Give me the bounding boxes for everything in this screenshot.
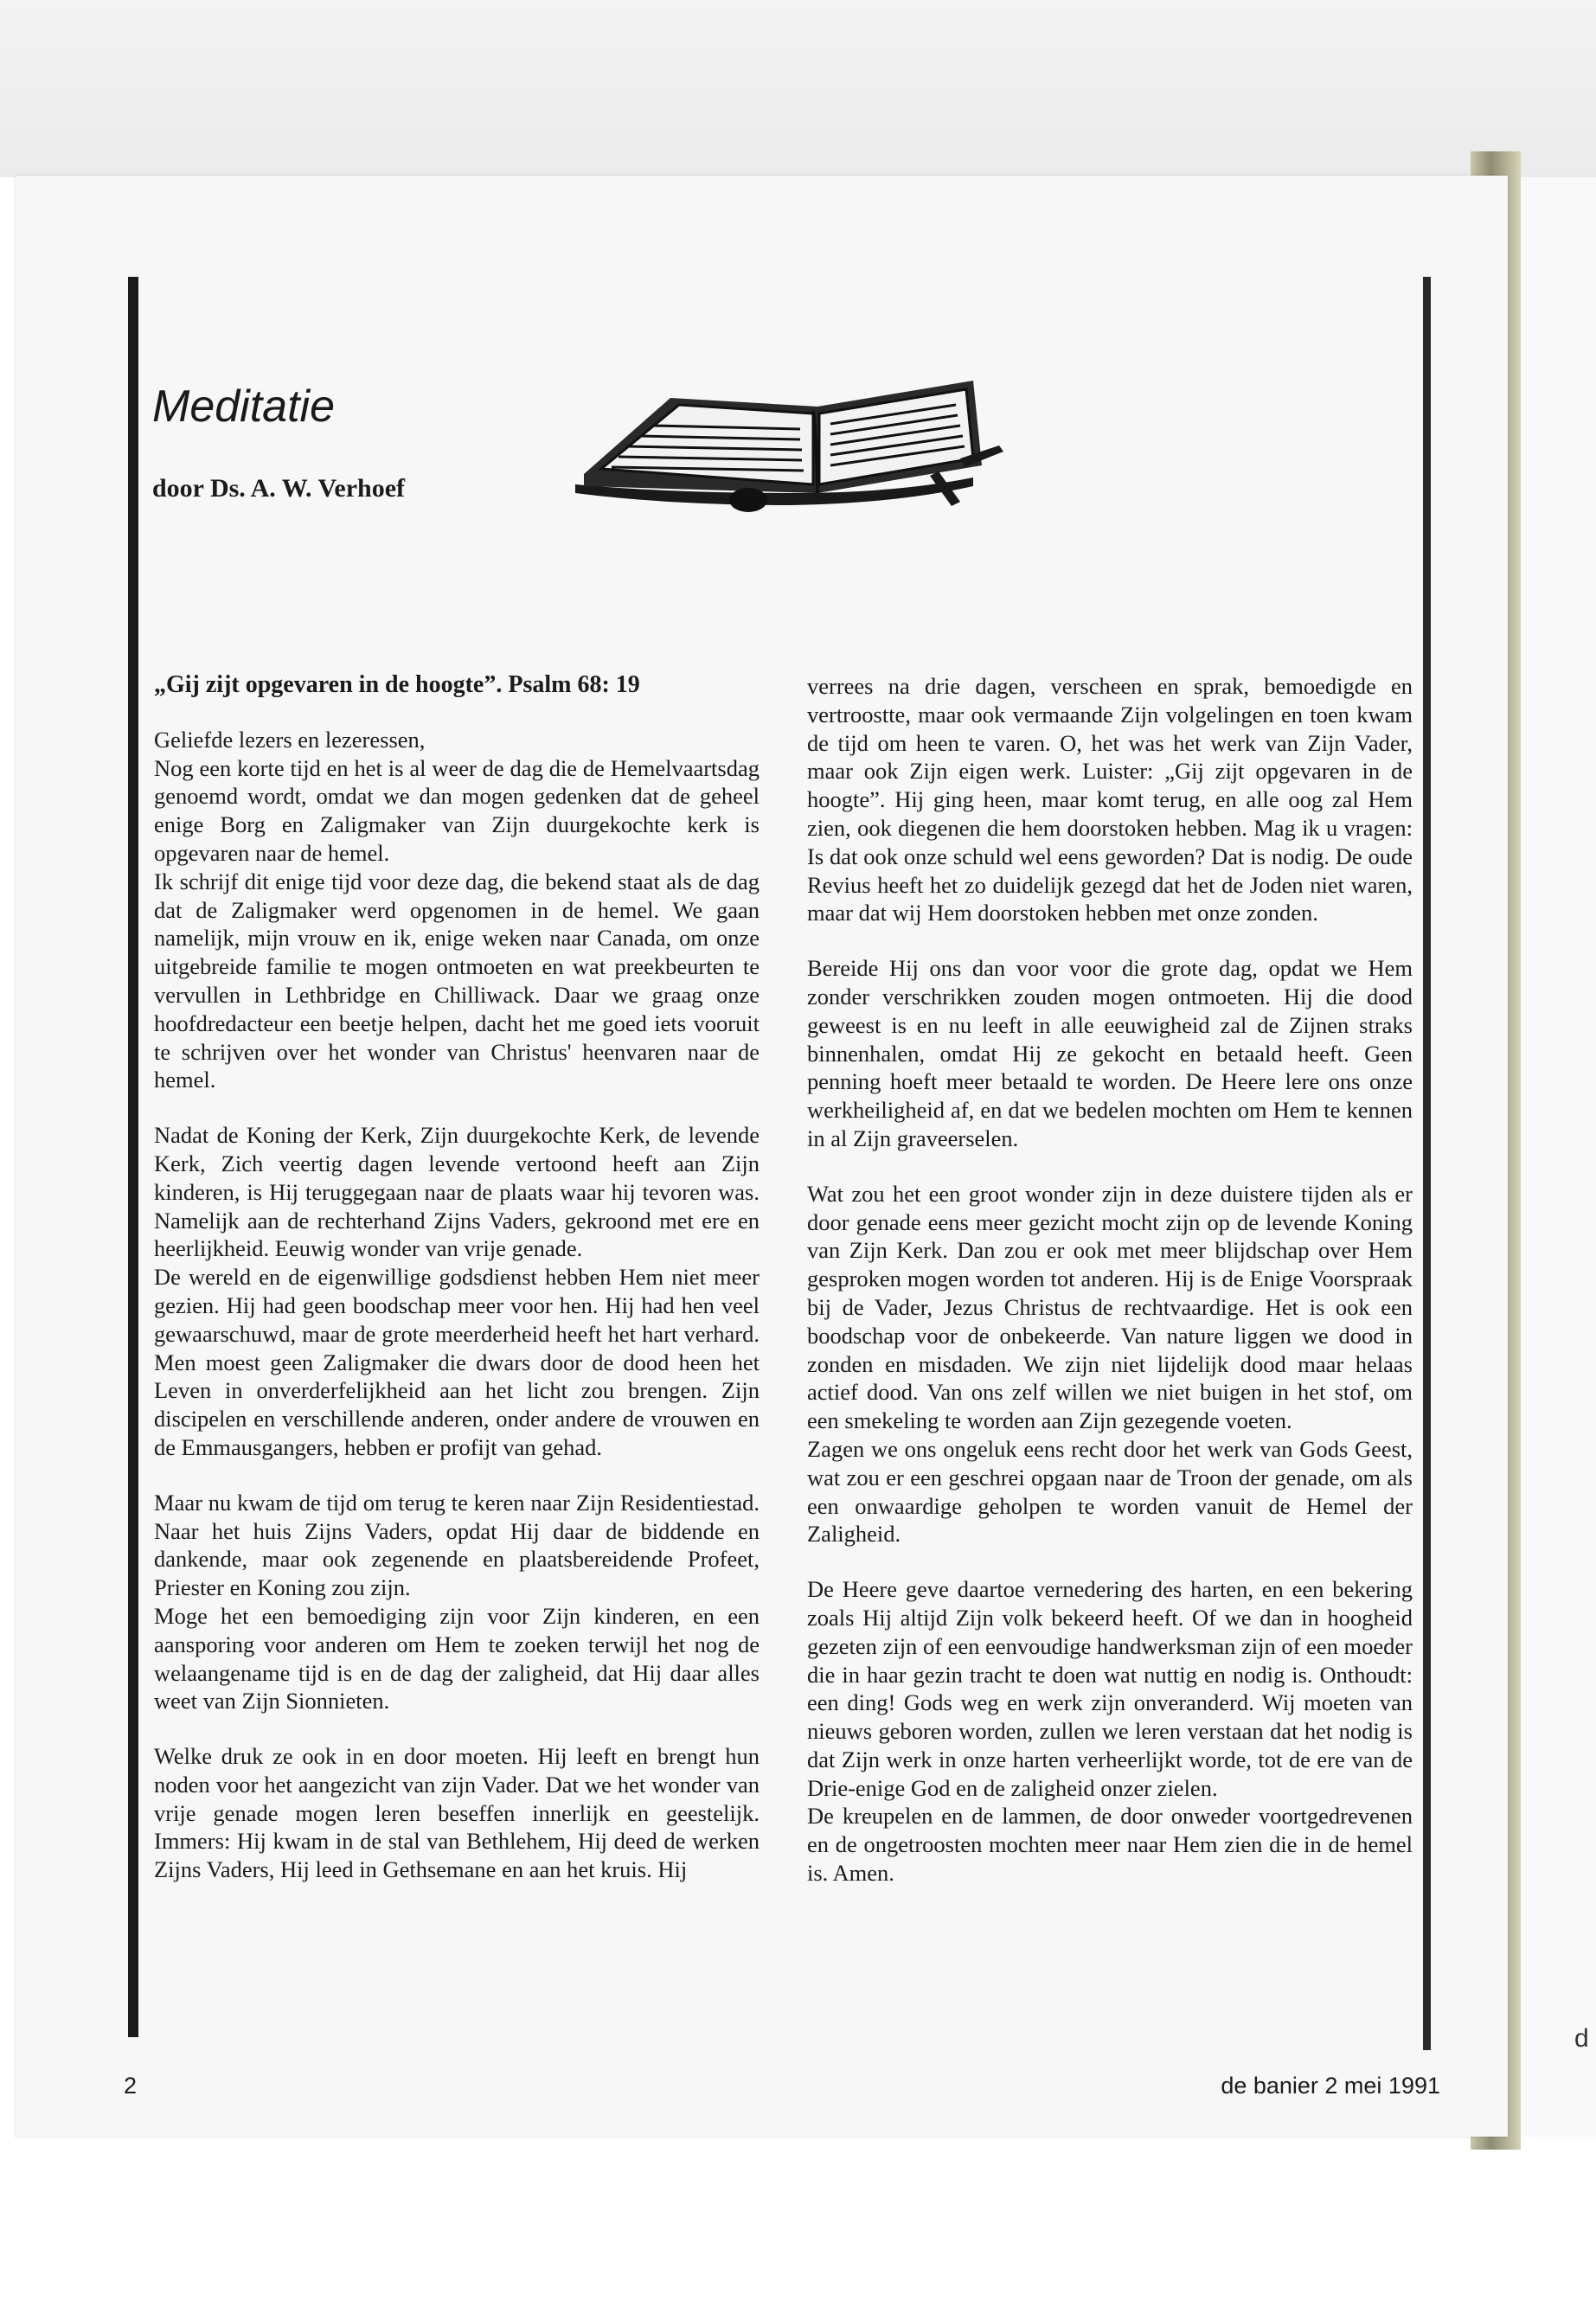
left-rule bbox=[128, 277, 138, 2037]
publication-footer: de banier 2 mei 1991 bbox=[1221, 2073, 1440, 2099]
paragraph: De wereld en de eigenwillige godsdienst hebben Hem niet meer gezien. Hij had geen boodschap meer voor hen. Hij had hen veel gewaarschuwd, maar de grote meerderheid heeft het hart verhard. Men moest geen Zaligmaker die dwars door de dood heen het Leven in onverderfelijkheid aan het licht zou brengen. Zijn discipelen en verschillende anderen, onder andere de vrouwen en de Emmausgangers, hebben er profijt van gehad. bbox=[154, 1264, 760, 1460]
paragraph: De Heere geve daartoe vernedering des harten, en een bekering zoals Hij altijd Zijn volk bekeerd heeft. Of we dan in hoogheid gezeten zijn of een eenvoudige handwerksman zijn of een moeder die in haar gezin tracht te doen wat nuttig en nodig is. Onthoudt: een ding! Gods weg en werk zijn onveranderd. Wij moeten van nieuws geboren worden, zullen we leren verstaan dat het nodig is dat Zijn werk in onze harten verheerlijkt worde, tot de ere van de Drie-enige God en de zaligheid onzer zielen. bbox=[807, 1576, 1413, 1801]
paragraph: Welke druk ze ook in en door moeten. Hij leeft en brengt hun noden voor het aangezicht van zijn Vader. Dat we het wonder van vrije genade mogen leren beseffen innerlijk en geestelijk. Immers: Hij kwam in de stal van Bethlehem, Hij deed de werken Zijns Vaders, Hij leed in Gethsemane en aan het kruis. Hij bbox=[154, 1743, 760, 1883]
paragraph: Bereide Hij ons dan voor voor die grote dag, opdat we Hem zonder verschrikken zouden mogen ontmoeten. Hij die dood geweest is en nu leeft in alle eeuwigheid zal de Zijnen straks binnenhalen, omdat Hij ze gekocht en betaald heeft. Geen penning hoeft meer betaald te worden. De Heere lere ons onze werkheiligheid af, en dat we bedelen mochten om Hem te kennen in al Zijn graveerselen. bbox=[807, 955, 1413, 1151]
right-rule bbox=[1423, 277, 1431, 2050]
adjacent-page-letter: d bbox=[1574, 2024, 1589, 2053]
paragraph: Ik schrijf dit enige tijd voor deze dag, die bekend staat als de dag dat de Zaligmaker werd opgenomen in de hemel. We gaan namelijk, mijn vrouw en ik, enige weken naar Canada, om onze uitgebreide familie te mogen ontmoeten en wat preekbeurten te vervullen in Lethbridge en Chilliwack. Daar we graag onze hoofdredacteur een beetje helpen, dacht het me goed iets vooruit te schrijven over het wonder van Christus' heenvaren naar de hemel. bbox=[154, 868, 760, 1093]
paragraph: Moge het een bemoediging zijn voor Zijn kinderen, en een aansporing voor anderen om Hem te zoeken terwijl het nog de welaangename tijd is en de dag der zaligheid, dat Hij daar alles weet van Zijn Sionnieten. bbox=[154, 1602, 760, 1715]
paragraph: Nog een korte tijd en het is al weer de dag die de Hemelvaartsdag genoemd wordt, omdat we dan mogen gedenken dat de geheel enige Borg en Zaligmaker van Zijn duurgekochte kerk is opgevaren naar de hemel. bbox=[154, 754, 760, 866]
paragraph: verrees na drie dagen, verscheen en sprak, bemoedigde en vertroostte, maar ook vermaande Zijn volgelingen en toen kwam de tijd om heen te varen. O, het was het werk van Zijn Vader, maar ook Zijn eigen werk. Luister: „Gij zijt opgevaren in de hoogte”. Hij ging heen, maar komt terug, en alle oog zal Hem zien, ook diegenen die hem doorstoken hebben. Mag ik u vragen: Is dat ook onze schuld wel eens geworden? Dat is nodig. De oude Revius heeft het zo duidelijk gezegd dat het de Joden niet waren, maar dat wij Hem doorstoken hebben met onze zonden. bbox=[807, 673, 1413, 926]
paragraph: De kreupelen en de lammen, de door onweder voortgedrevenen en de ongetroosten mochten meer naar Hem zien die in de hemel is. Amen. bbox=[807, 1803, 1413, 1887]
left-column bbox=[154, 659, 760, 1884]
salutation: Geliefde lezers en lezeressen, bbox=[154, 726, 426, 753]
article-byline: door Ds. A. W. Verhoef bbox=[152, 474, 406, 503]
paragraph: Zagen we ons ongeluk eens recht door het werk van Gods Geest, wat zou er een geschrei opgaan naar de Troon der genade, om als een onwaardige geholpen te worden vanuit de Hemel der Zaligheid. bbox=[807, 1435, 1413, 1548]
article-title: Meditatie bbox=[152, 381, 335, 432]
paragraph: Wat zou het een groot wonder zijn in deze duistere tijden als er door genade eens meer gezicht mocht zijn op de levende Koning van Zijn Kerk. Dan zou er ook met meer blijdschap over Hem gesproken mogen worden tot anderen. Hij is de Enige Voorspraak bij de Vader, Jezus Christus de rechtvaardige. Het is ook een boodschap voor de onbekeerde. Van nature liggen we dood in zonden en misdaden. We zijn niet lijdelijk dood maar helaas actief dood. Van ons zelf willen we niet buigen in het stof, om een smekeling te worden aan Zijn gezegende voeten. bbox=[807, 1180, 1413, 1434]
page-number: 2 bbox=[124, 2073, 138, 2099]
scripture-heading: „Gij zijt opgevaren in de hoogte”. Psalm 68: 19 bbox=[154, 671, 640, 698]
adjacent-page bbox=[1521, 177, 1596, 2137]
paragraph: Maar nu kwam de tijd om terug te keren naar Zijn Residentiestad. Naar het huis Zijns Vaders, opdat Hij daar de biddende en dankende, maar ook zegenende en plaatsbereidende Profeet, Priester en Koning zou zijn. bbox=[154, 1489, 760, 1601]
open-bible-icon bbox=[567, 363, 1016, 519]
scan-background bbox=[0, 0, 1596, 177]
paragraph: Nadat de Koning der Kerk, Zijn duurgekochte Kerk, de levende Kerk, Zich veertig dagen levende vertoond heeft aan Zijn kinderen, is Hij teruggegaan naar de plaats waar hij tevoren was. Namelijk aan de rechterhand Zijns Vaders, gekroond met ere en heerlijkheid. Eeuwig wonder van vrije genade. bbox=[154, 1122, 760, 1262]
right-column bbox=[807, 672, 1413, 1888]
